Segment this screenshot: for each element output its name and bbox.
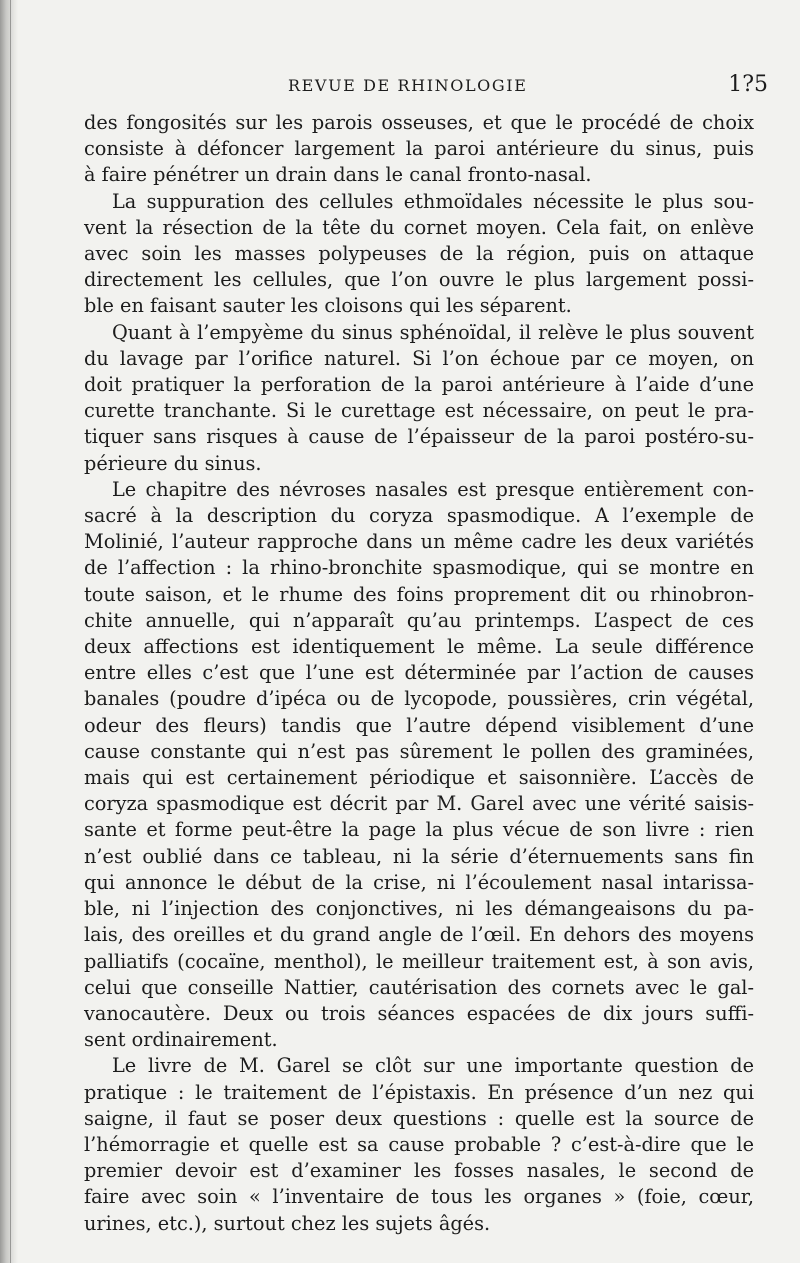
text-line: avec soin les masses polypeuses de la région, puis on attaque (84, 242, 754, 266)
text-line: de l’affection : la rhino-bronchite spasmodique, qui se montre en (84, 556, 754, 580)
text-line: tiquer sans risques à cause de l’épaisseur de la paroi postéro-su- (84, 425, 754, 449)
text-line: deux affections est identiquement le même. La seule différence (84, 635, 754, 659)
text-line: n’est oublié dans ce tableau, ni la série d’éternuements sans fin (84, 844, 754, 868)
text-line: chite annuelle, qui n’apparaît qu’au printemps. L’aspect de ces (84, 608, 754, 632)
text-line: celui que conseille Nattier, cautérisation des cornets avec le gal- (84, 975, 754, 999)
text-line: Molinié, l’auteur rapproche dans un même cadre les deux variétés (84, 530, 754, 554)
text-line: toute saison, et le rhume des foins proprement dit ou rhinobron- (84, 582, 754, 606)
text-line: doit pratiquer la perforation de la paroi antérieure à l’aide d’une (84, 373, 754, 397)
text-line: lais, des oreilles et du grand angle de l’œil. En dehors des moyens (84, 923, 754, 947)
text-line: ble en faisant sauter les cloisons qui les séparent. (84, 294, 572, 318)
text-line: entre elles c’est que l’une est déterminée par l’action de causes (84, 661, 754, 685)
text-line: banales (poudre d’ipéca ou de lycopode, poussières, crin végétal, (84, 687, 754, 711)
text-line: directement les cellules, que l’on ouvre le plus largement possi- (84, 268, 754, 292)
text-line: sent ordinairement. (84, 1028, 278, 1052)
text-line: pratique : le traitement de l’épistaxis. En présence d’un nez qui (84, 1080, 754, 1104)
text-line: à faire pénétrer un drain dans le canal fronto-nasal. (84, 163, 592, 187)
text-line: périeure du sinus. (84, 451, 262, 475)
text-line: vent la résection de la tête du cornet moyen. Cela fait, on enlève (84, 215, 754, 239)
text-line: Quant à l’empyème du sinus sphénoïdal, il relève le plus souvent (112, 320, 754, 344)
text-line: odeur des fleurs) tandis que l’autre dépend visiblement d’une (84, 713, 754, 737)
text-line: du lavage par l’orifice naturel. Si l’on échoue par ce moyen, on (84, 346, 754, 370)
page-number: 1?5 (728, 72, 768, 97)
text-line: cause constante qui n’est pas sûrement le pollen des graminées, (84, 739, 754, 763)
text-line: palliatifs (cocaïne, menthol), le meilleur traitement est, à son avis, (84, 949, 754, 973)
text-line: ble, ni l’injection des conjonctives, ni les démangeaisons du pa- (84, 897, 754, 921)
text-line: vanocautère. Deux ou trois séances espacées de dix jours suffi- (84, 1001, 754, 1025)
text-line: consiste à défoncer largement la paroi antérieure du sinus, puis (84, 137, 754, 161)
text-line: des fongosités sur les parois osseuses, et que le procédé de choix (84, 111, 754, 134)
text-line: curette tranchante. Si le curettage est nécessaire, on peut le pra- (84, 399, 754, 423)
text-line: sacré à la description du coryza spasmodique. A l’exemple de (84, 504, 754, 528)
text-line: La suppuration des cellules ethmoïdales nécessite le plus sou- (112, 189, 754, 213)
text-line: sante et forme peut-être la page la plus vécue de son livre : rien (84, 818, 754, 842)
text-line: qui annonce le début de la crise, ni l’écoulement nasal intarissa- (84, 870, 754, 894)
text-line: premier devoir est d’examiner les fosses nasales, le second de (84, 1159, 754, 1183)
text-line: urines, etc.), surtout chez les sujets âgés. (84, 1211, 491, 1235)
text-line: mais qui est certainement périodique et saisonnière. L’accès de (84, 766, 754, 790)
paragraph-1 (84, 110, 754, 189)
paragraph-5 (84, 1053, 754, 1236)
text-line: Le livre de M. Garel se clôt sur une importante question de (112, 1054, 754, 1078)
journal-title: REVUE DE RHINOLOGIE (288, 76, 528, 95)
paragraph-4 (84, 477, 754, 1053)
text-line: Le chapitre des névroses nasales est presque entièrement con- (112, 477, 754, 501)
page-binding-edge (0, 0, 18, 1263)
text-line: coryza spasmodique est décrit par M. Garel avec une vérité saisis- (84, 792, 754, 816)
text-line: faire avec soin « l’inventaire de tous les organes » (foie, cœur, (84, 1185, 754, 1209)
text-line: saigne, il faut se poser deux questions : quelle est la source de (84, 1106, 754, 1130)
paragraph-3 (84, 320, 754, 477)
body-text (84, 110, 754, 1237)
running-head (0, 72, 800, 102)
text-line: l’hémorragie et quelle est sa cause probable ? c’est-à-dire que le (84, 1132, 754, 1156)
paragraph-2 (84, 189, 754, 320)
